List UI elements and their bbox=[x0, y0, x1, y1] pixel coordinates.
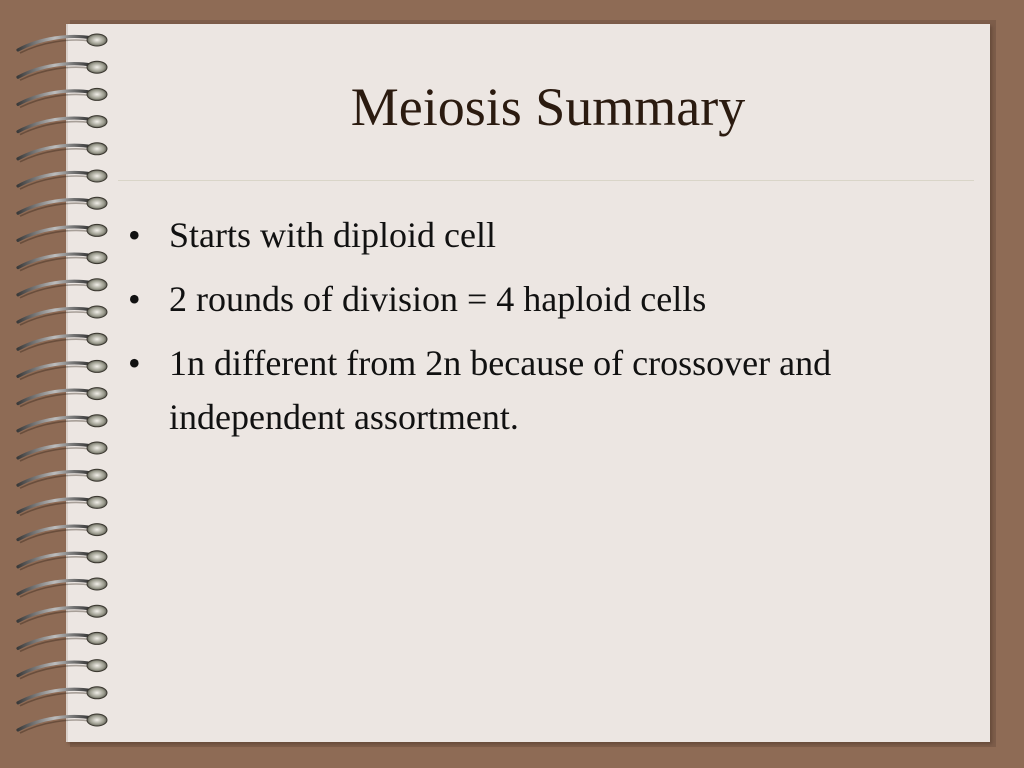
bullet-dot: • bbox=[128, 343, 141, 383]
page-edge bbox=[66, 24, 68, 742]
bullet-item-2 bbox=[125, 272, 955, 326]
title-divider bbox=[118, 180, 974, 181]
bullet-text: 2 rounds of division = 4 haploid cells bbox=[169, 279, 707, 319]
bullet-item-3 bbox=[125, 336, 955, 444]
bullet-text: 1n different from 2n because of crossover and independent assortment. bbox=[169, 343, 832, 437]
bullet-dot: • bbox=[128, 279, 141, 319]
bullet-text: Starts with diploid cell bbox=[169, 215, 496, 255]
bullet-list bbox=[125, 208, 955, 454]
bullet-dot: • bbox=[128, 215, 141, 255]
slide-title: Meiosis Summary bbox=[350, 77, 746, 137]
bullet-item-1 bbox=[125, 208, 955, 262]
